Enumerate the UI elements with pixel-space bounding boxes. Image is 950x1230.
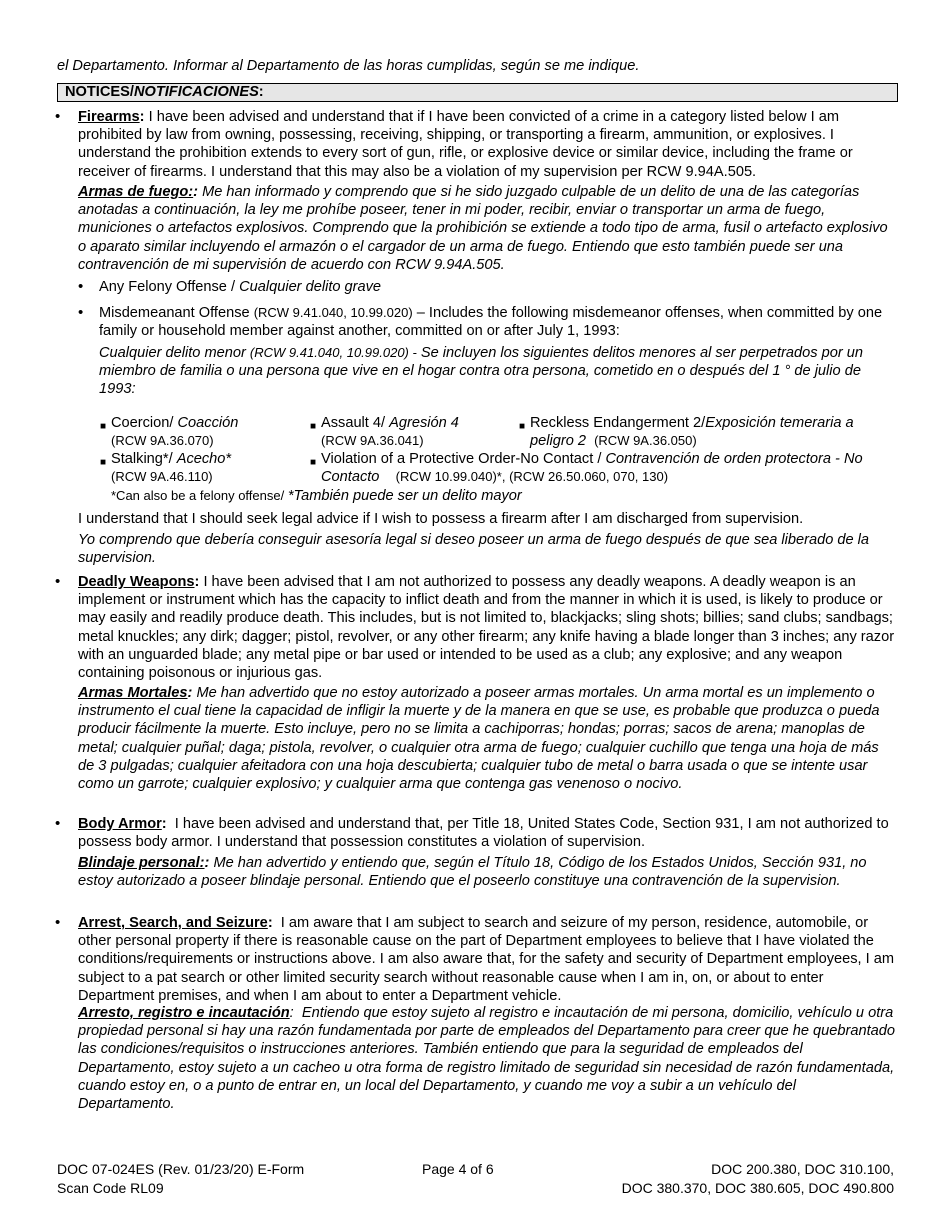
bullet-icon: • bbox=[55, 108, 61, 125]
misdemeanor-item: Misdemeanant Offense (RCW 9.41.040, 10.99.020) – Includes the following misdemeanor offenses, when committed by one family or household member against another, committed on or after July 1, 1993: bbox=[99, 305, 883, 340]
offense-protective-order: Violation of a Protective Order-No Contact / Contravención de orden protectora - No Contacto (RCW 10.99.040)*, (RCW 26.50.060, 070, 130) bbox=[321, 451, 863, 486]
square-bullet-icon: ■ bbox=[100, 421, 107, 432]
firearms-en: Firearms: I have been advised and understand that if I have been convicted of a crime in a category listed below I am prohibited by law from owning, possessing, receiving, shipping, or transporting a firearm, ammunition, or explosives. I understand the prohibition extends to every sort of gun, rifle, or explosive device or similar device, including the frame or receiver of firearms. I understand that this may also be a violation of my supervision per RCW 9.94A.505. bbox=[78, 109, 853, 180]
offense-reckless: Reckless Endangerment 2/Exposición temeraria a peligro 2 (RCW 9A.36.050) bbox=[530, 415, 854, 450]
offense-stalking: Stalking*/ Acecho* (RCW 9A.46.110) bbox=[111, 451, 232, 485]
section-header: NOTICES/NOTIFICACIONES: bbox=[57, 83, 898, 102]
deadly-weapons-en: Deadly Weapons: I have been advised that I am not authorized to possess any deadly weapons. A deadly weapon is an implement or instrument which has the capacity to inflict death and from the manner in which it is used, is likely to produce or may easily and readily produce death. This includes, but is not limited to, blackjacks; sling shots; billies; sand clubs; sandbags; metal knuckles; any dirk; dagger; pistol, revolver, or any other firearm; any knife having a blade longer than 3 inches; any razor with an unguarded blade; any metal pipe or bar used or intended to be used as a club; any explosive; and any weapon containing poisonous or injurious gas. bbox=[78, 574, 895, 682]
legal-advice-en: I understand that I should seek legal advice if I wish to possess a firearm after I am discharged from supervision. bbox=[78, 511, 804, 527]
bullet-icon: • bbox=[55, 573, 61, 590]
square-bullet-icon: ■ bbox=[100, 457, 107, 468]
square-bullet-icon: ■ bbox=[519, 421, 526, 432]
bullet-icon: • bbox=[55, 914, 61, 931]
legal-advice-es: Yo comprendo que debería conseguir asesoría legal si deseo poseer un arma de fuego después de que sea liberado de la supervision. bbox=[78, 532, 870, 567]
body-armor-es: Blindaje personal:: Me han advertido y entiendo que, según el Título 18, Código de los Estados Unidos, Sección 931, no estoy autorizado a poseer blindaje personal. Entiendo que el poseerlo constituye una contravención de la supervision. bbox=[78, 855, 867, 890]
arrest-es: Arresto, registro e incautación: Entiendo que estoy sujeto al registro e incautación de mi persona, domicilio, vehículo u otra propiedad personal si hay una razón fundamentada por parte de empleados del Departamento para creer que he quebrantado las condiciones/requisitos o instrucciones anteriores. También entiendo que para la seguridad de empleados del Departamento, estoy sujeto a un cacheo u otra forma de registro limitado de seguridad sin necesidad de razón fundamentada, cuando estoy en, o a punto de entrar en, un local del Departamento, y cuando me voy a subir a un vehículo del Departamento. bbox=[78, 1005, 896, 1113]
firearms-title: Firearms bbox=[78, 109, 140, 125]
felony-footnote: *Can also be a felony offense/ *También puede ser un delito mayor bbox=[111, 488, 522, 504]
firearms-body-es: Me han informado y comprendo que si he sido juzgado culpable de un delito de una de las categorías anotadas a continuación, la ley me prohíbe poseer, tener in mi poder, recibir, enviar o transportar un arma de fuego, municiones o artefactos explosivos. Comprendo que la prohibición se extiende a todo tipo de arma, fusil o artefacto explosivo o aparato similar incluyendo el armazón o el cargador de un arma de fuego. Entiendo que esto también puede ser una contravención de mi supervisión de acuerdo con RCW 9.94A.505. bbox=[78, 184, 888, 273]
bullet-icon: • bbox=[78, 278, 84, 295]
offense-assault: Assault 4/ Agresión 4 (RCW 9A.36.041) bbox=[321, 415, 459, 449]
felony-item: Any Felony Offense / Cualquier delito grave bbox=[99, 279, 382, 295]
deadly-weapons-title: Deadly Weapons bbox=[78, 574, 195, 590]
arrest-en: Arrest, Search, and Seizure: I am aware that I am subject to search and seizure of my person, residence, automobile, or other personal property if there is reasonable cause on the part of Department employees to believe that I have violated the conditions/requirements or instructions above. I am also aware that, for the safety and security of Department employees, I am subject to a pat search or other limited security search without reasonable cause when I am in, on, or about to enter Department premises, and when I am about to enter a Department vehicle. bbox=[78, 915, 895, 1004]
arrest-title: Arrest, Search, and Seizure bbox=[78, 915, 268, 931]
firearms-es: Armas de fuego:: Me han informado y comprendo que si he sido juzgado culpable de un delito de una de las categorías anotadas a continuación, la ley me prohíbe poseer, tener in mi poder, recibir, enviar o transportar un arma de fuego, municiones o artefactos explosivos. Comprendo que la prohibición se extiende a todo tipo de arma, fusil o artefacto explosivo o aparato similar incluyendo el armazón o el cargador de un arma de fuego. Entiendo que esto también puede ser una contravención de mi supervisión de acuerdo con RCW 9.94A.505. bbox=[78, 184, 888, 273]
misdemeanor-item-es: Cualquier delito menor (RCW 9.41.040, 10.99.020) - Se incluyen los siguientes delitos menores al ser perpetrados por un miembro de familia o una persona que vive en el hogar contra otra persona, cometido en o después del 1 ° de julio de 1993: bbox=[99, 345, 864, 398]
bullet-icon: • bbox=[78, 304, 84, 321]
offense-coercion: Coercion/ Coacción (RCW 9A.36.070) bbox=[111, 415, 239, 449]
footer-doc-refs: DOC 200.380, DOC 310.100, DOC 380.370, DOC 380.605, DOC 490.800 bbox=[621, 1161, 894, 1196]
body-armor-title: Body Armor bbox=[78, 816, 162, 832]
square-bullet-icon: ■ bbox=[310, 457, 317, 468]
section-header-en: NOTICES bbox=[65, 84, 130, 100]
firearms-body: I have been advised and understand that if I have been convicted of a crime in a category listed below I am prohibited by law from owning, possessing, receiving, shipping, or transporting a firearm, ammunition, or explosives. I understand the prohibition extends to every sort of gun, rifle, or explosive device or similar device, including the frame or receiver of firearms. I understand that this may also be a violation of my supervision per RCW 9.94A.505. bbox=[78, 109, 853, 180]
deadly-weapons-es: Armas Mortales: Me han advertido que no estoy autorizado a poseer armas mortales. Un arma mortal es un implemento o instrumento el cual tiene la capacidad de infligir la muerte y de la manera en que se use, es probable que produzca o pueda producir fácilmente la muerte. Esto incluye, pero no se limita a cachiporras; hondas; porras; sacos de arena; manoplas de metal; cualquier puñal; daga; pistola, revolver, o cualquier otra arma de fuego; cualquier cuchillo que tenga una hoja de más de 3 pulgadas; cualquier afeitadora con una hoja descubierta; cualquier tubo de metal o barra usada o que se intente usar como un garrote; cualquier explosivo; y cualquier arma que contenga gas venenoso o nocivo. bbox=[78, 685, 880, 793]
continuation-line: el Departamento. Informar al Departamento de las horas cumplidas, según se me indique. bbox=[57, 58, 640, 74]
footer-form-id: DOC 07-024ES (Rev. 01/23/20) E-Form Scan Code RL09 bbox=[57, 1161, 305, 1196]
body-armor-en: Body Armor: I have been advised and understand that, per Title 18, United States Code, Section 931, I am not authorized to possess body armor. I understand that possession constitutes a violation of supervision. bbox=[78, 816, 889, 851]
square-bullet-icon: ■ bbox=[310, 421, 317, 432]
section-header-es: NOTIFICACIONES bbox=[133, 84, 259, 100]
firearms-title-es: Armas de fuego: bbox=[78, 184, 194, 200]
footer-page-number: Page 4 of 6 bbox=[422, 1161, 494, 1177]
bullet-icon: • bbox=[55, 815, 61, 832]
